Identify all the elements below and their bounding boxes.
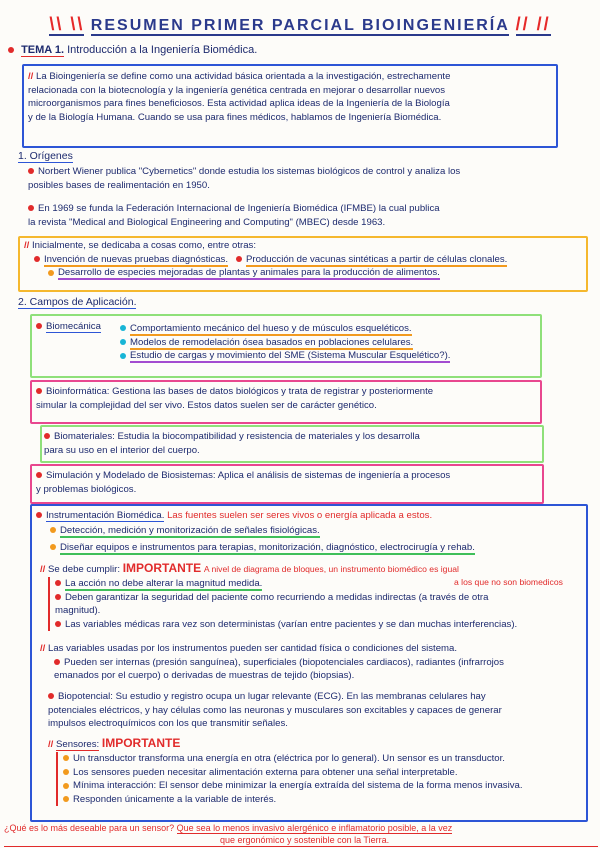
bullet-icon <box>236 256 242 262</box>
bullet-icon <box>55 621 61 627</box>
bullet-icon <box>50 527 56 533</box>
bullet-icon <box>120 353 126 359</box>
bullet-icon <box>63 769 69 775</box>
bullet-icon <box>44 433 50 439</box>
biomateriales-paragraph: Biomateriales: Estudia la biocompatibilidad y resistencia de materiales y los desarrolla para su uso en el interior del cuerpo. <box>44 431 420 456</box>
bullet-icon <box>34 256 40 262</box>
bullet-icon <box>55 580 61 586</box>
bullet-icon <box>63 783 69 789</box>
bullet-icon <box>120 325 126 331</box>
bullet-icon <box>50 544 56 550</box>
sensores-heading: // Sensores: IMPORTANTE <box>48 736 181 750</box>
origenes-p2: En 1969 se funda la Federación Internacional de Ingeniería Biomédica (IFMBE) la cual publica la revista "Medical and Biological Engineering and Computing" (MBEC) desde 1963. <box>28 203 440 228</box>
bullet-icon <box>54 659 60 665</box>
origenes-heading: 1. Orígenes <box>18 150 73 162</box>
instrumentacion-items: Detección, medición y monitorización de señales fisiológicas. Diseñar equipos e instrumentos para terapias, monitorización, diagnóstico, electrocirugía y rehab. <box>50 524 580 554</box>
sensores-items: Un transductor transforma una energía en otra (eléctrica por lo general). Un sensor es un transductor. Los sensores pueden necesitar alimentación externa para obtener una señal interpretable. Mínima interacción: El sensor debe minimizar la energía extraída del sistema de la forma menos invasiva. Responden únicamente a la variable de interés. <box>56 752 589 806</box>
biomecanica-items: Comportamiento mecánico del hueso y de músculos esqueléticos. Modelos de remodelación ósea basados en poblaciones celulares. Estudio de cargas y movimiento del SME (Sistema Muscular Esquelético?). <box>120 322 540 363</box>
campos-heading: 2. Campos de Aplicación. <box>18 296 137 308</box>
inicialmente-list: // Inicialmente, se dedicaba a cosas como, entre otras: Invención de nuevas pruebas diagnósticas. Producción de vacunas sintéticas a partir de células clonales. Desarrollo de especies mejoradas de plantas y animales para la producción de alimentos. <box>24 240 508 279</box>
side-note: a los que no son biomedicos <box>454 577 563 587</box>
tema-heading: TEMA 1. Introducción a la Ingeniería Biomédica. <box>8 44 257 58</box>
bullet-icon <box>28 168 34 174</box>
question-line: ¿Qué es lo más deseable para un sensor? Que sea lo menos invasivo alergénico e inflamatorio posible, a la vez que ergonómico y sostenible con la Tierra. <box>4 822 598 847</box>
bullet-icon <box>8 47 14 53</box>
intro-paragraph: // La Bioingeniería se define como una actividad básica orientada a la investigación, estrechamente relacionada con la biotecnología y la ingeniería genética centrada en mejorar o desarrollar nuevos microorganismos para fines beneficiosos. Esta actividad aplica ideas de la Ingeniería de la Biología y de la Biología Humana. Cuando se usa para fines médicos, hablamos de Ingeniería Biomédica. <box>28 71 451 123</box>
instrumentacion-header: Instrumentación Biomédica. Las fuentes suelen ser seres vivos o energía aplicada a estos. <box>36 509 582 523</box>
cumple-rules: La acción no debe alterar la magnitud medida. Deben garantizar la seguridad del paciente como recurriendo a medidas indirectas (a través de otra magnitud). Las variables médicas rara vez son deterministas (varían entre pacientes y se dan muchas interferencias). <box>48 577 589 631</box>
origenes-p1: Norbert Wiener publica "Cybernetics" donde estudia los sistemas biológicos de control y analiza los posibles bases de realimentación en 1950. <box>28 166 461 191</box>
variables-paragraph: // Las variables usadas por los instrumentos pueden ser cantidad física o condiciones del sistema. Pueden ser internas (presión sanguínea), superficiales (biopotenciales cardiacos), radiantes (infrarrojos emanados por el cuerpo) o derivadas de muestras de tejido (biopsias). <box>40 643 504 682</box>
bullet-icon <box>36 323 42 329</box>
simulacion-paragraph: Simulación y Modelado de Biosistemas: Aplica el análisis de sistemas de ingeniería a procesos y problemas biológicos. <box>36 470 451 495</box>
bullet-icon <box>55 594 61 600</box>
bullet-icon <box>48 270 54 276</box>
bullet-icon <box>36 472 42 478</box>
bullet-icon <box>63 796 69 802</box>
bullet-icon <box>48 693 54 699</box>
biopotencial-paragraph: Biopotencial: Su estudio y registro ocupa un lugar relevante (ECG). En las membranas celulares hay potenciales eléctricos, y hay células como las neuronas y musculares son excitables y capaces de generar impulsos electroquímicos con los que transmitir señales. <box>48 691 502 730</box>
bullet-icon <box>28 205 34 211</box>
slash-decoration-left: \\ \\ <box>49 14 85 34</box>
bullet-icon <box>36 512 42 518</box>
bullet-icon <box>36 388 42 394</box>
cumple-heading: // Se debe cumplir: IMPORTANTE A nivel de diagrama de bloques, un instrumento biomédico es igual <box>40 561 459 575</box>
page-title: \\ \\ RESUMEN PRIMER PARCIAL BIOINGENIERÍA // // <box>49 14 551 34</box>
bioinformatica-paragraph: Bioinformática: Gestiona las bases de datos biológicos y trata de registrar y posteriormente simular la complejidad del ser vivo. Estos datos suelen ser de carácter genético. <box>36 386 434 411</box>
bullet-icon <box>120 339 126 345</box>
slash-decoration-right: // // <box>515 14 551 34</box>
bullet-icon <box>63 755 69 761</box>
biomecanica-label: Biomecánica <box>36 320 101 334</box>
